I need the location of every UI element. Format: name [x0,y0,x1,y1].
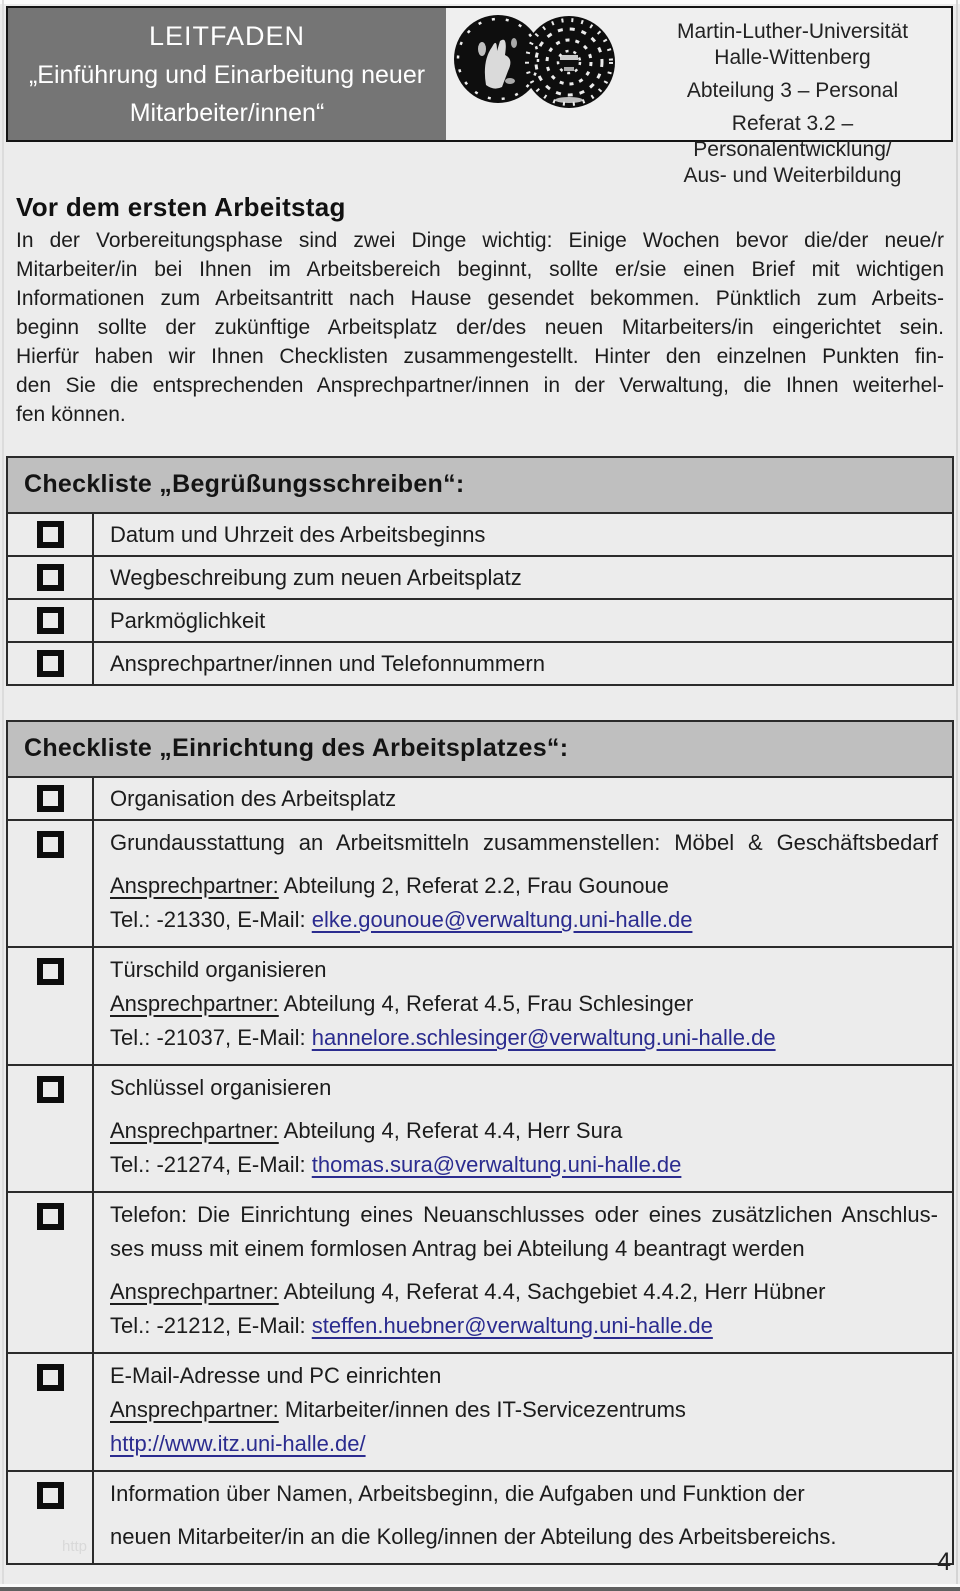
row-text-line [110,1071,938,1105]
checklist-row [8,1470,952,1563]
row-text [94,1066,952,1191]
checklist-title: Checkliste „Begrüßungsschreiben“: [8,458,952,512]
text-segment: Abteilung 2, Referat 2.2, Frau Gounoue [278,873,669,898]
guide-title-line: „Einführung und Einarbeitung neuer [28,60,426,89]
checklist-table [6,456,954,686]
checklist-row [8,598,952,641]
checklist-row [8,946,952,1064]
paragraph-line: In der Vorbereitungsphase sind zwei Dinge wichtig: Einige Wochen bevor die/der neue/r [16,229,944,252]
row-text [94,557,952,598]
email-link[interactable]: steffen.huebner@verwaltung.uni-halle.de [311,1313,713,1338]
email-link[interactable]: hannelore.schlesinger@verwaltung.uni-halle.de [311,1025,776,1050]
row-text-line [110,987,938,1021]
email-link[interactable]: http://www.itz.uni-halle.de/ [110,1431,366,1456]
intro-paragraph [16,226,944,429]
checkbox-cell [8,1354,94,1470]
org-line: Abteilung 3 – Personal [686,79,899,102]
text-segment: neuen Mitarbeiter/in an die Kolleg/innen der Abteilung des Arbeitsbereichs. [110,1524,837,1549]
row-text-line [110,604,265,638]
row-text [94,948,952,1064]
checkbox-cell [8,557,94,598]
checkbox-cell [8,1193,94,1352]
page-header [6,6,953,187]
checklists-container [0,456,960,1565]
checkbox-cell [8,821,94,946]
checkbox[interactable] [37,607,64,634]
row-text-line [110,647,545,681]
text-segment: Tel.: -21274, E-Mail: [110,1152,312,1177]
row-text [94,600,952,641]
university-seals [446,8,634,140]
row-text-line [110,1021,938,1055]
org-line: Referat 3.2 – Personalentwicklung/ [693,112,892,161]
text-segment: Tel.: -21330, E-Mail: [110,907,312,932]
text-segment: Tel.: -21037, E-Mail: [110,1025,312,1050]
checkbox[interactable] [37,831,64,858]
row-text-line [110,1275,938,1309]
org-line: Martin-Luther-Universität [676,20,909,43]
checkbox-cell [8,514,94,555]
row-text [94,1354,952,1470]
scan-edge-right [956,0,958,1591]
guide-title-panel [8,8,446,140]
contact-label: Ansprechpartner: [110,1397,279,1422]
guide-title-line: LEITFADEN [148,20,306,51]
university-seals-icon [452,13,628,109]
checkbox-cell [8,643,94,684]
row-text [94,778,952,819]
faint-artifact-text: http [62,1538,88,1555]
scan-edge-top [0,0,960,4]
text-segment: Mitarbeiter/innen des IT-Servicezentrums [278,1397,686,1422]
text-segment: Wegbeschreibung zum neuen Arbeitsplatz [110,564,522,590]
row-text-line [110,953,938,987]
email-link[interactable]: thomas.sura@verwaltung.uni-halle.de [311,1152,682,1177]
checklist-title: Checkliste „Einrichtung des Arbeitsplatzes“: [8,722,952,776]
contact-label: Ansprechpartner: [110,1118,279,1143]
text-segment: Abteilung 4, Referat 4.4, Sachgebiet 4.4.2, Herr Hübner [278,1279,826,1304]
guide-title-line: Mitarbeiter/innen“ [129,98,325,127]
text-segment: Abteilung 4, Referat 4.5, Frau Schlesinger [278,991,694,1016]
text-segment: Parkmöglichkeit [110,607,266,633]
checklist-row [8,1191,952,1352]
row-text-line [110,1114,938,1148]
text-segment: Tel.: -21212, E-Mail: [110,1313,312,1338]
text-segment: Ansprechpartner/innen und Telefonnummern [110,650,545,676]
checklist-row [8,641,952,684]
org-line: Aus- und Weiterbildung [683,164,902,187]
checkbox[interactable] [37,564,64,591]
row-text [94,514,952,555]
scan-edge-bottom [0,1587,960,1591]
row-text [94,1472,952,1563]
row-text-line [110,561,522,595]
row-text-line [110,518,485,552]
checkbox[interactable] [37,785,64,812]
checkbox-cell [8,1066,94,1191]
checklist-table [6,720,954,1565]
checklist-row [8,819,952,946]
contact-label: Ansprechpartner: [110,991,279,1016]
paragraph-line: den Sie die entsprechenden Ansprechpartner/innen in der Verwaltung, die Ihnen weiterhel- [16,374,944,397]
scan-edge-left [2,0,4,1591]
checkbox[interactable] [37,1482,64,1509]
contact-label: Ansprechpartner: [110,873,279,898]
checkbox[interactable] [37,1076,64,1103]
paragraph-line: Hierfür haben wir Ihnen Checklisten zusammengestellt. Hinter den einzelnen Punkten fin- [16,345,944,368]
checkbox-cell [8,778,94,819]
contact-label: Ansprechpartner: [110,1279,279,1304]
checkbox[interactable] [37,1364,64,1391]
text-segment: Grundausstattung an Arbeitsmitteln zusammenstellen: Möbel & Geschäftsbedarf [110,830,938,855]
text-segment: Telefon: Die Einrichtung eines Neuanschlusses oder eines zusätzlichen Anschlus- [110,1202,938,1227]
row-text-line [110,1520,938,1554]
text-segment: Schlüssel organisieren [110,1075,332,1100]
paragraph-line: Mitarbeiter/in bei Ihnen im Arbeitsbereich beginnt, sollte er/sie einen Brief mit wichtigen [16,258,944,281]
row-text-line [110,1232,938,1266]
row-text [94,643,952,684]
row-text-line [110,1309,938,1343]
checkbox[interactable] [37,650,64,677]
checkbox[interactable] [37,521,64,548]
checklist-row [8,776,952,819]
row-text-line [110,903,938,937]
text-segment: Abteilung 4, Referat 4.4, Herr Sura [278,1118,623,1143]
checkbox-cell [8,948,94,1064]
text-segment: Datum und Uhrzeit des Arbeitsbeginns [110,521,486,547]
section-heading: Vor dem ersten Arbeitstag [16,192,346,222]
checkbox[interactable] [37,1203,64,1230]
text-segment: Information über Namen, Arbeitsbeginn, die Aufgaben und Funktion der [110,1481,805,1506]
row-text [94,821,952,946]
email-link[interactable]: elke.gounoue@verwaltung.uni-halle.de [311,907,693,932]
row-text-line [110,1148,938,1182]
row-text-line [110,782,396,816]
row-text [94,1193,952,1352]
text-segment: E-Mail-Adresse und PC einrichten [110,1363,442,1388]
text-segment: Türschild organisieren [110,957,327,982]
checklist-row [8,512,952,555]
checklist-row [8,1064,952,1191]
text-segment: ses muss mit einem formlosen Antrag bei Abteilung 4 beantragt werden [110,1236,805,1261]
text-segment: Organisation des Arbeitsplatz [110,785,397,811]
page-number: 4 [937,1548,951,1576]
row-text-line [110,826,938,860]
row-text-line [110,1427,938,1461]
checklist-row [8,1352,952,1470]
row-text-line [110,869,938,903]
row-text-line [110,1393,938,1427]
paragraph-line: Informationen zum Arbeitsantritt nach Hause gesendet bekommen. Pünktlich zum Arbeits- [16,287,944,310]
checklist-row [8,555,952,598]
org-address-block [634,8,951,187]
checkbox[interactable] [37,958,64,985]
row-text-line [110,1477,938,1511]
paragraph-line: beginn sollte der zukünftige Arbeitsplatz der/des neuen Mitarbeiters/in eingerichtet sein. [16,316,944,339]
row-text-line [110,1198,938,1232]
org-line: Halle-Wittenberg [714,46,871,69]
checkbox-cell [8,600,94,641]
paragraph-line: fen können. [16,403,126,426]
row-text-line [110,1359,938,1393]
